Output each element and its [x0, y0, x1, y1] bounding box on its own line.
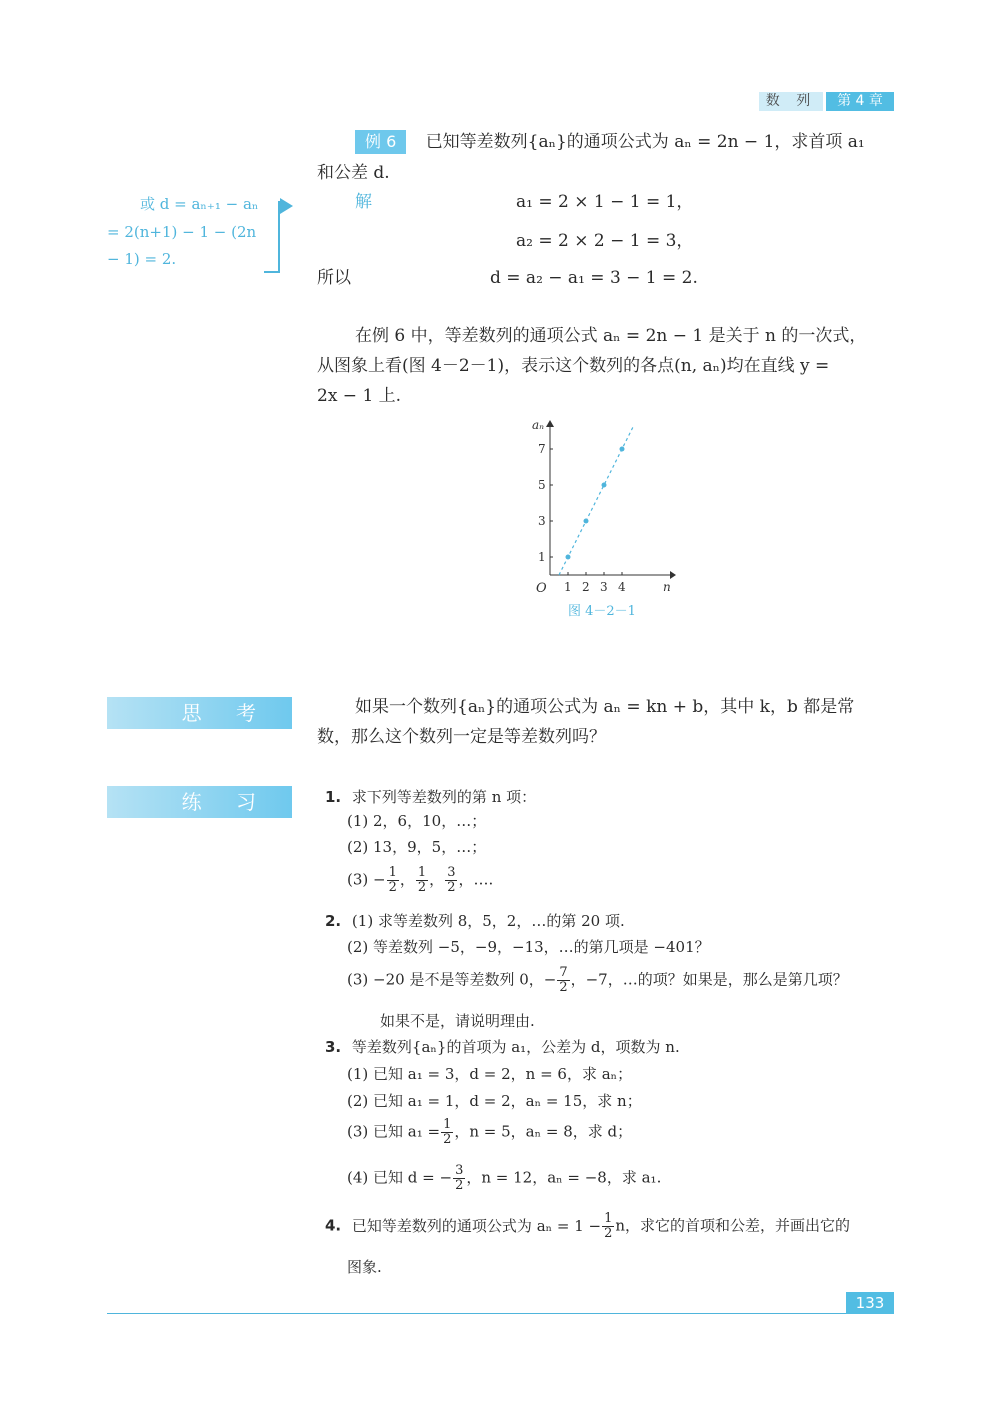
q3-part-1: (1) 已知 a₁ = 3，d = 2，n = 6，求 aₙ； — [347, 1065, 633, 1083]
equation-2: a₂ = 2 × 2 − 1 = 3， — [516, 231, 694, 251]
question-number: 1. — [325, 788, 342, 806]
q4-continued: 图象. — [347, 1258, 382, 1276]
y-tick-label: 1 — [538, 550, 546, 564]
q2-part-2: (2) 等差数列 −5，−9，−13，…的第几项是 −401？ — [347, 938, 710, 956]
side-note-bracket — [264, 201, 280, 273]
equation-1: a₁ = 2 × 1 − 1 = 1， — [516, 192, 694, 212]
example-label: 例 6 — [355, 130, 406, 154]
q3-part-3 — [347, 1118, 632, 1147]
fraction: $\frac{3}{2}$ — [447, 865, 456, 895]
chapter-number: 第 4 章 — [826, 92, 894, 111]
x-tick-label: 4 — [618, 580, 626, 594]
question-number: 2. — [325, 912, 342, 930]
fraction: $\frac{1}{2}$ — [388, 865, 397, 895]
so-label: 所以 — [317, 268, 351, 288]
data-point — [620, 447, 625, 452]
y-axis-arrow-icon — [546, 420, 554, 427]
question-4 — [325, 1212, 850, 1241]
paragraph-line-1: 在例 6 中，等差数列的通项公式 aₙ = 2n − 1 是关于 n 的一次式， — [355, 326, 867, 346]
data-point — [584, 519, 589, 524]
q3-part-4 — [347, 1164, 661, 1193]
q4-prefix: 已知等差数列的通项公式为 aₙ = 1 − — [351, 1216, 602, 1235]
x-tick-label: 3 — [600, 580, 608, 594]
x-tick-label: 2 — [582, 580, 590, 594]
y-tick-label: 3 — [538, 514, 546, 528]
q2-part-1: (1) 求等差数列 8，5，2，…的第 20 项. — [351, 912, 625, 930]
q3-part-3-suffix: ，n = 5，aₙ = 8，求 d； — [454, 1122, 633, 1141]
side-note-line-1: 或 d = aₙ₊₁ − aₙ — [140, 195, 259, 213]
q3-part-2: (2) 已知 a₁ = 1，d = 2，aₙ = 15，求 n； — [347, 1092, 642, 1110]
q3-part-3-prefix: (3) 已知 a₁ = — [347, 1122, 441, 1141]
paragraph-line-2: 从图象上看(图 4－2－1)，表示这个数列的各点(n, aₙ)均在直线 y = — [317, 356, 830, 376]
example-line-1 — [355, 129, 865, 155]
question-3 — [325, 1036, 680, 1058]
equation-3: d = a₂ − a₁ = 3 − 1 = 2. — [490, 268, 698, 288]
fraction: $\frac{3}{2}$ — [455, 1163, 464, 1193]
solve-label: 解 — [355, 192, 372, 212]
think-line-2: 数，那么这个数列一定是等差数列吗？ — [317, 727, 606, 747]
x-axis-arrow-icon — [670, 571, 676, 579]
fraction: $\frac{1}{2}$ — [604, 1211, 613, 1241]
x-axis-label: n — [663, 580, 671, 594]
data-point — [566, 555, 571, 560]
data-point — [602, 483, 607, 488]
q2-part-3 — [347, 966, 848, 995]
q2-part-3-continued: 如果不是，请说明理由. — [380, 1012, 535, 1030]
figure-caption: 图 4－2－1 — [568, 604, 636, 619]
y-tick-label: 5 — [538, 478, 546, 492]
q1-part-2: (2) 13，9，5，…； — [347, 838, 487, 856]
side-note-line-2: = 2(n+1) − 1 − (2n — [107, 223, 257, 241]
think-section-title: 思 考 — [107, 697, 292, 729]
example-text-1: 已知等差数列{aₙ}的通项公式为 aₙ = 2n − 1，求首项 a₁ — [425, 132, 865, 152]
footer-divider — [107, 1313, 894, 1314]
side-note-arrow-icon — [280, 198, 293, 214]
y-tick-label: 7 — [538, 442, 546, 456]
q4-suffix: n，求它的首项和公差，并画出它的 — [615, 1216, 851, 1235]
question-1 — [325, 786, 536, 808]
q1-part-3: (3) − $\frac{1}{2}$ ， $\frac{1}{2}$ ， $\frac{3}{2}$ ，…. — [347, 865, 494, 895]
example-text-2: 和公差 d. — [317, 163, 390, 183]
question-text: 等差数列{aₙ}的首项为 a₁，公差为 d，项数为 n. — [351, 1038, 680, 1056]
fraction: $\frac{7}{2}$ — [559, 965, 568, 995]
q3-part-4-suffix: ，n = 12，aₙ = −8，求 a₁. — [466, 1168, 662, 1187]
practice-section-title: 练 习 — [107, 786, 292, 818]
q1-part-1: (1) 2，6，10，…； — [347, 812, 487, 830]
fraction: $\frac{1}{2}$ — [417, 865, 427, 895]
q1-part-3-prefix: (3) − — [347, 870, 386, 889]
origin-label: O — [536, 581, 547, 596]
question-text: 求下列等差数列的第 n 项： — [351, 788, 537, 806]
q2-part-3-prefix: (3) −20 是不是等差数列 0，− — [347, 970, 557, 989]
think-line-1: 如果一个数列{aₙ}的通项公式为 aₙ = kn + b，其中 k，b 都是常 — [355, 697, 855, 717]
fraction: $\frac{1}{2}$ — [443, 1117, 452, 1147]
q3-part-4-prefix: (4) 已知 d = − — [347, 1168, 453, 1187]
q1-part-3-suffix: ，…. — [458, 870, 494, 889]
question-number: 4. — [325, 1216, 342, 1235]
question-2 — [325, 910, 625, 932]
chapter-name: 数 列 — [759, 92, 823, 111]
paragraph-line-3: 2x − 1 上. — [317, 386, 402, 406]
page-number: 133 — [846, 1292, 894, 1314]
x-tick-label: 1 — [564, 580, 572, 594]
q2-part-3-suffix: ，−7，…的项？如果是，那么是第几项？ — [570, 970, 848, 989]
sequence-plot — [520, 415, 680, 620]
y-axis-label: aₙ — [532, 418, 545, 432]
question-number: 3. — [325, 1038, 342, 1056]
side-note-line-3: − 1) = 2. — [107, 250, 177, 268]
